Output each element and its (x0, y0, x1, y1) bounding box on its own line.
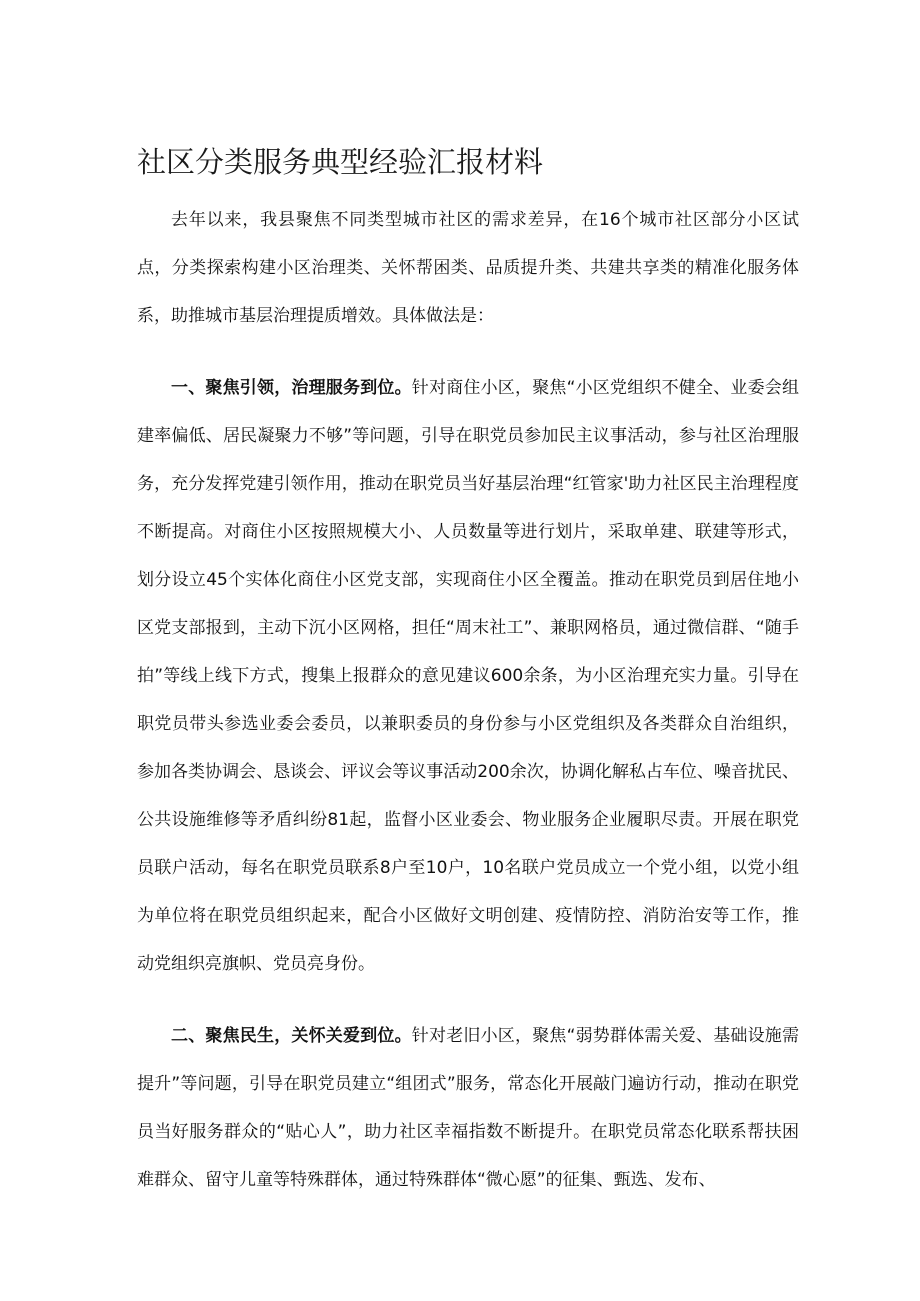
paragraph-text: 针对商住小区，聚焦“小区党组织不健全、业委会组建率偏低、居民凝聚力不够”等问题，引导在职党员参加民主议事活动，参与社区治理服务，充分发挥党建引领作用，推动在职党员当好基层治理“红管家'助力社区民主治理程度不断提高。对商住小区按照规模大小、人员数量等进行划片，采取单建、联建等形式，划分设立45个实体化商住小区党支部，实现商住小区全覆盖。推动在职党员到居住地小区党支部报到，主动下沉小区网格，担任“周末社工”、兼职网格员，通过微信群、“随手拍”等线上线下方式，搜集上报群众的意见建议600余条，为小区治理充实力量。引导在职党员带头参选业委会委员，以兼职委员的身份参与小区党组织及各类群众自治组织，参加各类协调会、恳谈会、评议会等议事活动200余次，协调化解私占车位、噪音扰民、公共设施维修等矛盾纠纷81起，监督小区业委会、物业服务企业履职尽责。开展在职党员联户活动，每名在职党员联系8户至10户，10名联户党员成立一个党小组，以党小组为单位将在职党员组织起来，配合小区做好文明创建、疫情防控、消防治安等工作，推动党组织亮旗帜、党员亮身份。 (137, 378, 799, 974)
document-title: 社区分类服务典型经验汇报材料 (137, 145, 544, 179)
paragraph-lead: 一、聚焦引领，治理服务到位。 (171, 378, 412, 398)
paragraph-text: 针对老旧小区，聚焦“弱势群体需关爱、基础设施需提升”等问题，引导在职党员建立“组团式”服务，常态化开展敲门遍访行动，推动在职党员当好服务群众的“贴心人”，助力社区幸福指数不断提升。在职党员常态化联系帮扶困难群众、留守儿童等特殊群体，通过特殊群体“微心愿”的征集、甄选、发布、 (137, 1026, 799, 1190)
paragraph-lead: 二、聚焦民生，关怀关爱到位。 (171, 1026, 412, 1046)
paragraph-section-two (137, 1012, 799, 1204)
paragraph-text: 去年以来，我县聚焦不同类型城市社区的需求差异，在16个城市社区部分小区试点，分类探索构建小区治理类、关怀帮困类、品质提升类、共建共享类的精准化服务体系，助推城市基层治理提质增效。具体做法是： (137, 210, 799, 326)
paragraph-section-one (137, 364, 799, 988)
paragraph-intro (137, 196, 799, 340)
document-body (137, 196, 799, 1204)
